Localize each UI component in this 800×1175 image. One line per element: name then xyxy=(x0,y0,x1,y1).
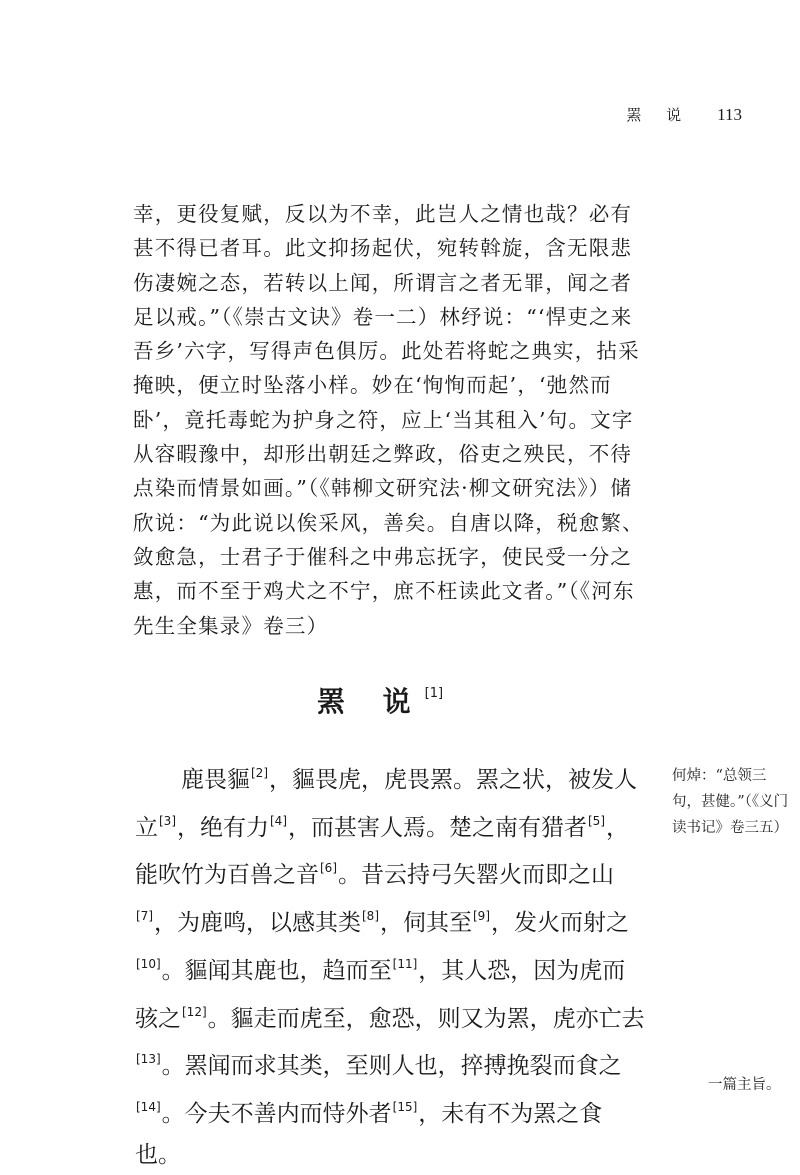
footnote-marker: [9] xyxy=(473,909,490,924)
footnote-marker: [5] xyxy=(588,813,605,828)
side-note-line: 何焯：“总领三 xyxy=(672,768,767,784)
title-footnote-marker: [1] xyxy=(424,686,444,701)
essay-title xyxy=(0,680,760,720)
footnote-marker: [6] xyxy=(320,861,337,876)
footnote-marker: [11] xyxy=(392,956,418,971)
side-note-main-idea: 一篇主旨。 xyxy=(708,1077,781,1093)
essay-text-run: ，绝有力 xyxy=(177,814,269,841)
essay-text-run: 。貙闻其鹿也，趋而至 xyxy=(161,957,392,984)
essay-text-run: ，未有不为罴之食也。 xyxy=(135,1100,603,1168)
commentary-paragraph: 幸，更役复赋，反以为不幸，此岂人之情也哉？必有甚不得已者耳。此文抑扬起伏，宛转斡旋，含无限悲伤凄婉之态，若转以上闻，所谓言之者无罪，闻之者足以戒。”（《崇古文诀》卷一二）林纾说：“‘悍吏之来吾乡’六字，写得声色俱厉。此处若将蛇之典实，拈采掩映，便立时坠落小样。妙在‘恂恂而起’，‘弛然而卧’，竟托毒蛇为护身之符，应上‘当其租入’句。文字从容暇豫中，却形出朝廷之弊政，俗吏之殃民，不待点染而情景如画。”（《韩柳文研究法·柳文研究法》）储欣说：“为此说以俟采风，善矣。自唐以降，税愈繁、敛愈急，士君子于催科之中弗忘抚字，使民受一分之惠，而不至于鸡犬之不宁，庶不枉读此文者。”（《河东先生全集录》卷三） xyxy=(133,202,644,638)
running-title: 罴 说 xyxy=(626,106,692,124)
essay-text-run: 。貙走而虎至，愈恐，则又为罴，虎亦亡去 xyxy=(207,1005,645,1032)
essay-text-run: ，伺其至 xyxy=(380,910,472,937)
commentary-block xyxy=(133,197,653,643)
footnote-marker: [13] xyxy=(136,1052,161,1067)
footnote-marker: [3] xyxy=(159,813,176,828)
page-number: 113 xyxy=(717,105,742,124)
footnote-marker: [8] xyxy=(362,909,379,924)
essay-title-text: 罴 说 xyxy=(316,685,425,718)
essay-text-run: ，为鹿鸣，以感其类 xyxy=(154,910,361,937)
footnote-marker: [2] xyxy=(251,766,268,780)
side-note-line: 句，甚健。”（《义门 xyxy=(672,794,789,810)
essay-text-run: 。昔云持弓矢罂火而即之山 xyxy=(338,862,614,889)
essay-text-run: ，而甚害人焉。楚之南有猎者 xyxy=(288,814,587,841)
side-note-annotation xyxy=(672,763,800,841)
footnote-marker: [14] xyxy=(136,1099,161,1114)
footnote-marker: [10] xyxy=(136,956,161,971)
running-header xyxy=(626,104,742,125)
footnote-marker: [15] xyxy=(392,1099,418,1114)
essay-paragraph xyxy=(135,753,647,1175)
essay-text-run: ，其人恐，因为虎而骇之 xyxy=(135,957,626,1032)
essay-text-run: 。罴闻而求其类，至则人也，捽搏挽裂而食之 xyxy=(161,1053,622,1080)
essay-text-run: 。今夫不善内而恃外者 xyxy=(161,1100,392,1127)
essay-text-run: ，发火而射之 xyxy=(491,910,629,937)
side-note-line: 读书记》卷三五） xyxy=(672,820,788,836)
footnote-marker: [4] xyxy=(270,813,287,828)
essay-text-run: 鹿畏貙 xyxy=(181,767,250,793)
essay-text-run: ，貙畏虎，虎畏罴。罴之状，被发人立 xyxy=(135,767,637,841)
footnote-marker: [7] xyxy=(136,909,153,924)
essay-text-run: ，能吹竹为百兽之音 xyxy=(135,814,629,889)
footnote-marker: [12] xyxy=(182,1004,207,1019)
essay-body xyxy=(135,753,647,1175)
